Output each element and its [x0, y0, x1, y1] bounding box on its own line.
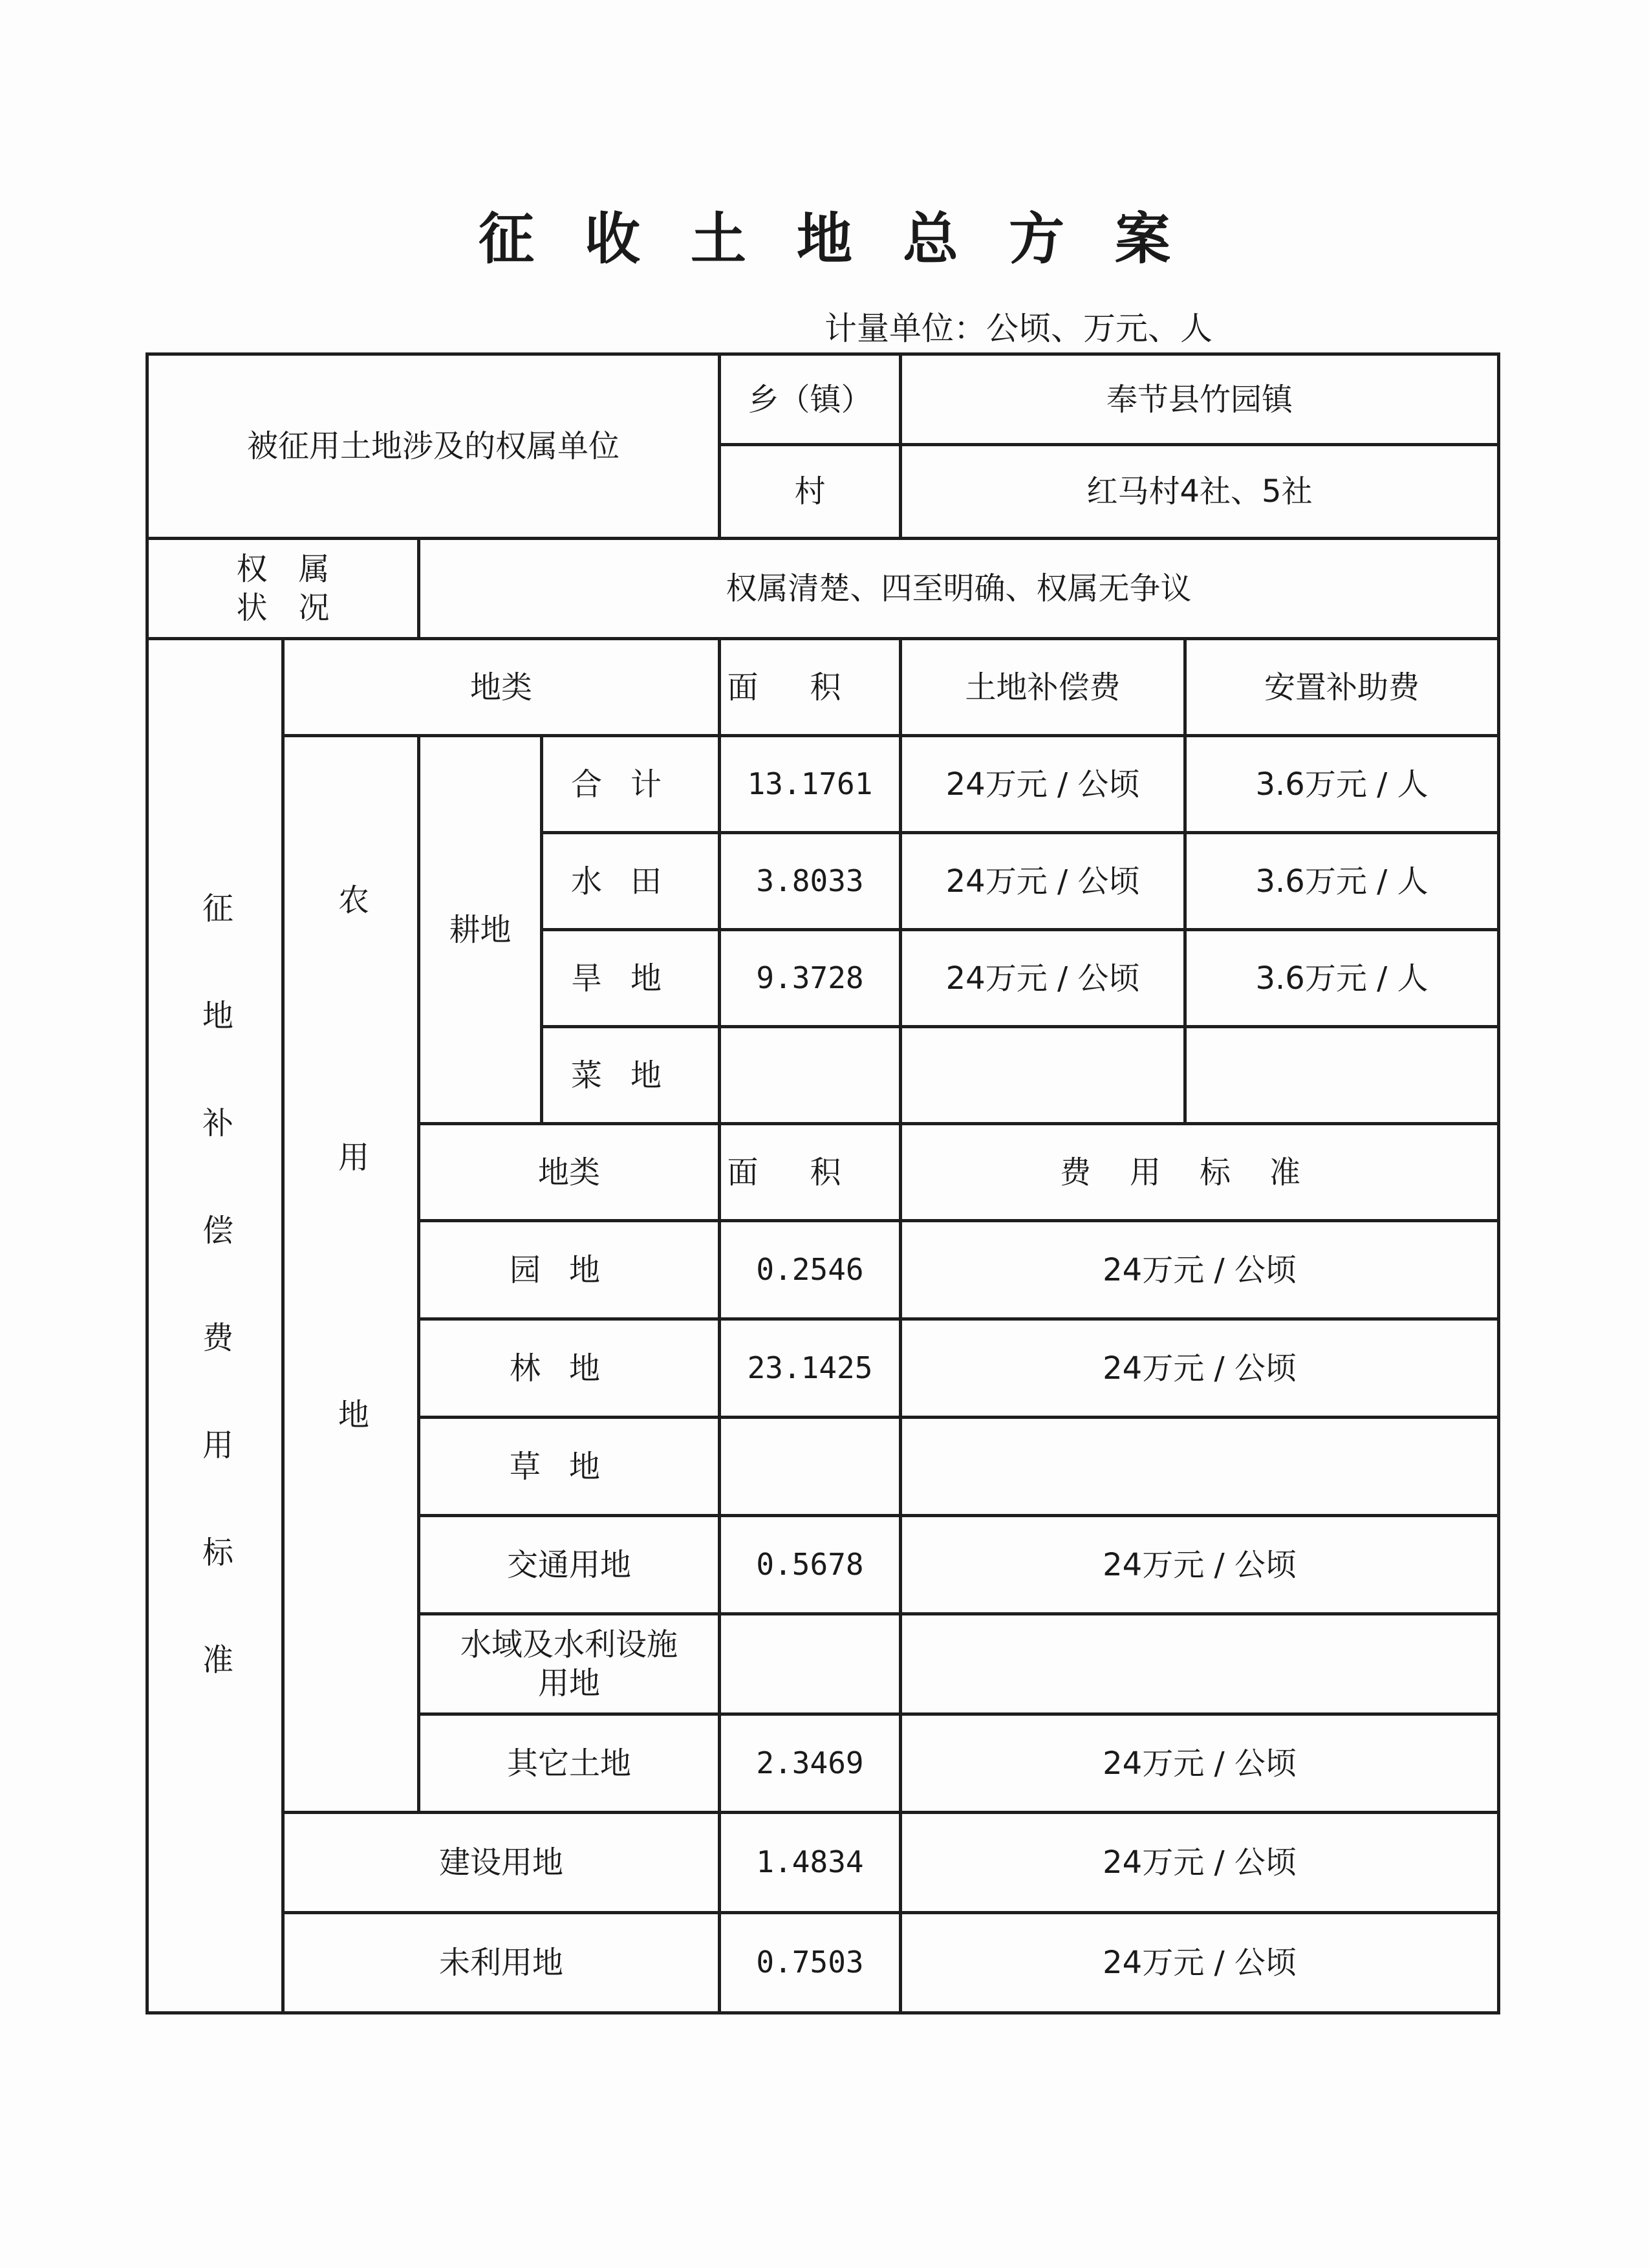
construction-land-type: 建设用地	[283, 1813, 720, 1913]
header2-standard: 费用标准	[901, 1124, 1499, 1221]
ownership-status-value: 权属清楚、四至明确、权属无争议	[419, 539, 1499, 639]
village-label: 村	[720, 445, 901, 539]
arable-row-land-comp	[901, 1027, 1185, 1124]
other-agri-standard	[901, 1418, 1499, 1516]
arable-row-area	[720, 1027, 901, 1124]
other-agri-area: 0.5678	[720, 1516, 901, 1614]
ownership-status-label-line1: 权属	[236, 551, 361, 587]
water-land-label-line2: 用地	[538, 1665, 601, 1701]
other-agri-type: 其它土地	[419, 1714, 720, 1813]
unused-land-type: 未利用地	[283, 1913, 720, 2013]
document-title: 征收土地总方案	[479, 207, 1221, 272]
header2-land-type: 地类	[419, 1124, 720, 1221]
other-agri-type: 园地	[419, 1221, 720, 1319]
header-land-comp: 土地补偿费	[901, 639, 1185, 736]
other-agri-area: 2.3469	[720, 1714, 901, 1813]
arable-row-land-comp: 24万元 / 公顷	[901, 930, 1185, 1027]
other-agri-type	[419, 1614, 720, 1714]
arable-row-resettle: 3.6万元 / 人	[1185, 736, 1499, 833]
unused-land-standard: 24万元 / 公顷	[901, 1913, 1499, 2013]
arable-row-type: 水田	[542, 833, 720, 930]
other-agri-type: 交通用地	[419, 1516, 720, 1614]
construction-land-area: 1.4834	[720, 1813, 901, 1913]
other-agri-area: 0.2546	[720, 1221, 901, 1319]
header-area: 面积	[720, 639, 901, 736]
agri-land-label-text: 农用地	[332, 883, 369, 1656]
other-agri-standard: 24万元 / 公顷	[901, 1319, 1499, 1418]
arable-row-area: 9.3728	[720, 930, 901, 1027]
compensation-side-label	[147, 639, 283, 2013]
unused-land-area: 0.7503	[720, 1913, 901, 2013]
arable-row-land-comp: 24万元 / 公顷	[901, 833, 1185, 930]
land-acquisition-table	[146, 352, 1500, 2014]
other-agri-type: 草地	[419, 1418, 720, 1516]
header-resettle: 安置补助费	[1185, 639, 1499, 736]
header2-area: 面积	[720, 1124, 901, 1221]
unit-note: 计量单位：公顷、万元、人	[824, 310, 1212, 347]
other-agri-area	[720, 1418, 901, 1516]
arable-row-type: 菜地	[542, 1027, 720, 1124]
arable-row-type: 旱地	[542, 930, 720, 1027]
township-value: 奉节县竹园镇	[901, 354, 1499, 445]
arable-row-resettle	[1185, 1027, 1499, 1124]
arable-row-type: 合计	[542, 736, 720, 833]
ownership-row-label: 被征用土地涉及的权属单位	[147, 354, 720, 539]
arable-row-land-comp: 24万元 / 公顷	[901, 736, 1185, 833]
other-agri-area	[720, 1614, 901, 1714]
ownership-status-label	[147, 539, 419, 639]
other-agri-standard	[901, 1614, 1499, 1714]
ownership-status-label-line2: 状况	[236, 590, 361, 626]
construction-land-standard: 24万元 / 公顷	[901, 1813, 1499, 1913]
other-agri-standard: 24万元 / 公顷	[901, 1221, 1499, 1319]
water-land-label-line1: 水域及水利设施	[460, 1626, 678, 1663]
other-agri-area: 23.1425	[720, 1319, 901, 1418]
village-value: 红马村4社、5社	[901, 445, 1499, 539]
arable-row-resettle: 3.6万元 / 人	[1185, 833, 1499, 930]
arable-land-label: 耕地	[419, 736, 542, 1124]
other-agri-standard: 24万元 / 公顷	[901, 1516, 1499, 1614]
header-land-type: 地类	[283, 639, 720, 736]
arable-row-area: 13.1761	[720, 736, 901, 833]
arable-row-area: 3.8033	[720, 833, 901, 930]
agri-land-label	[283, 736, 419, 1813]
other-agri-standard: 24万元 / 公顷	[901, 1714, 1499, 1813]
arable-row-resettle: 3.6万元 / 人	[1185, 930, 1499, 1027]
township-label: 乡（镇）	[720, 354, 901, 445]
compensation-side-label-text: 征地补偿费用标准	[197, 892, 233, 1751]
other-agri-type: 林地	[419, 1319, 720, 1418]
